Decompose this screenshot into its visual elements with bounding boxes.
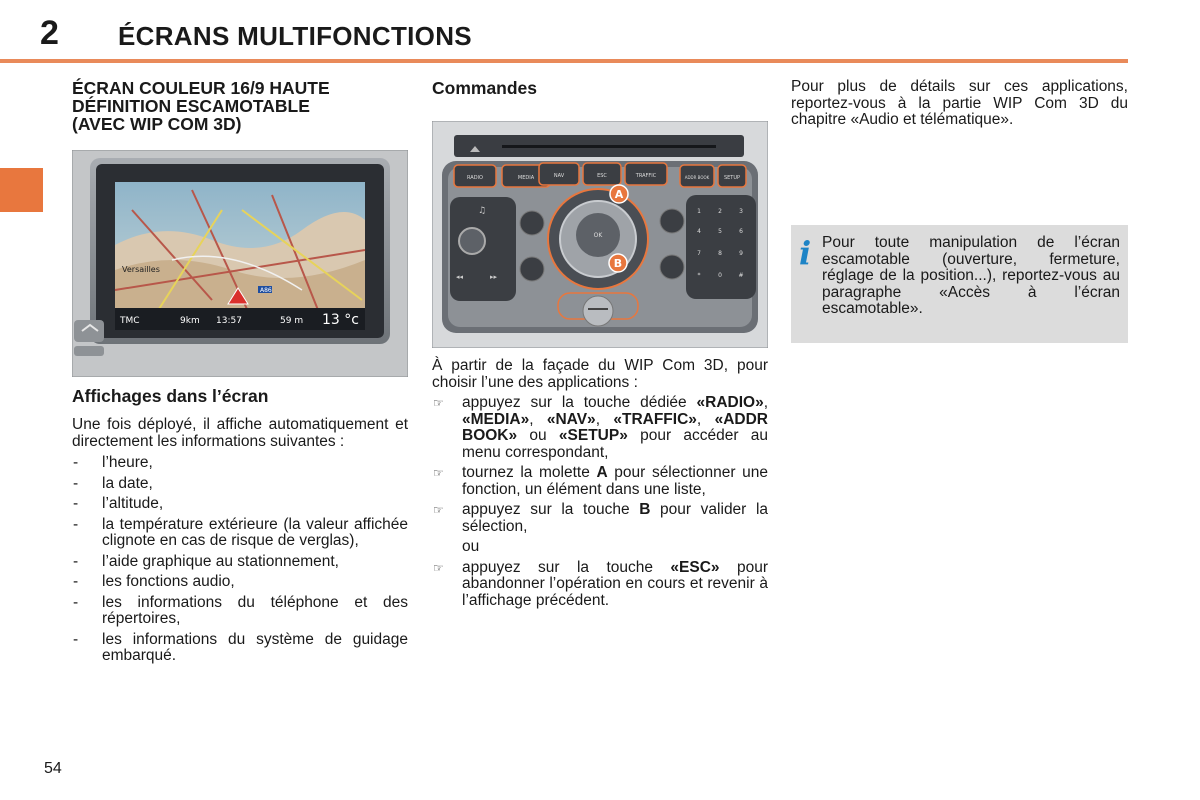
right-text: Pour plus de détails sur ces applications, reportez-vous à la partie WIP Com 3D du chapitre «Audio et télématique». <box>791 78 1128 128</box>
key-hash: # <box>738 272 744 279</box>
svg-text:▸▸: ▸▸ <box>490 273 498 281</box>
left-body <box>72 387 408 669</box>
pointing-hand-icon: ☞ <box>433 560 444 575</box>
info-text: Pour toute manipulation de l’écran escamotable (ouverture, fermeture, réglage de la position...), reportez-vous au paragraphe «Accès à l’écran escamotable». <box>822 234 1120 317</box>
key-2: 2 <box>718 208 722 215</box>
header-divider <box>0 59 1128 63</box>
middle-body <box>432 358 768 613</box>
control-panel-photo <box>432 121 768 348</box>
instruction-list-2 <box>432 560 768 610</box>
pointing-hand-icon: ☞ <box>433 466 444 480</box>
chapter-side-tab <box>0 168 43 212</box>
status-dist1: 9km <box>180 316 200 326</box>
svg-text:♫: ♫ <box>478 206 487 216</box>
status-time: 13:57 <box>216 316 242 326</box>
label-b: B <box>613 257 623 270</box>
info-box <box>791 225 1128 343</box>
status-dist2: 59 m <box>280 316 304 326</box>
esc-label: ESC <box>597 173 607 179</box>
key-8: 8 <box>718 250 722 257</box>
list-item: ☞ appuyez sur la touche «ESC» pour abandonner l’opération en cours et revenir à l’affichage précédent. <box>433 558 768 609</box>
info-icon: i <box>799 234 812 272</box>
page-number: 54 <box>44 760 62 777</box>
list-item: ☞ tournez la molette A pour sélectionner une fonction, un élément dans une liste, <box>433 464 768 498</box>
info-list <box>72 455 408 665</box>
key-3: 3 <box>739 208 743 215</box>
list-item: - les fonctions audio, <box>72 574 408 591</box>
pointing-hand-icon: ☞ <box>433 503 444 517</box>
list-item: ☞ appuyez sur la touche B pour valider la sélection, <box>433 501 769 535</box>
svg-text:◂◂: ◂◂ <box>456 273 464 281</box>
list-item: - les informations du système de guidage embarqué. <box>72 632 408 665</box>
traffic-label: TRAFFIC <box>635 173 657 179</box>
status-temperature: 13 °c <box>322 312 359 328</box>
key-star: * <box>697 272 701 279</box>
list-item: - les informations du téléphone et des répertoires, <box>72 595 408 628</box>
hangup-button <box>660 255 684 279</box>
key-6: 6 <box>739 228 743 235</box>
map-road-label: A86 <box>260 287 272 294</box>
addr-book-label: ADDR BOOK <box>684 175 710 180</box>
key-5: 5 <box>718 228 722 235</box>
nav-label: NAV <box>553 173 565 179</box>
subheading: Affichages dans l’écran <box>72 386 269 406</box>
key-1: 1 <box>697 208 701 215</box>
list-item: ☞ appuyez sur la touche dédiée «RADIO», «MEDIA», «NAV», «TRAFFIC», «ADDR BOOK» ou «SETUP» pour accéder au menu correspondant, <box>433 394 769 461</box>
chapter-number: 2 <box>40 14 59 52</box>
instruction-list <box>432 395 768 535</box>
key-0: 0 <box>718 272 722 279</box>
key-9: 9 <box>739 250 743 257</box>
media-label: MEDIA <box>517 175 535 181</box>
radio-label: RADIO <box>467 175 483 181</box>
commands-heading: Commandes <box>432 78 538 98</box>
list-item: - l’altitude, <box>72 496 408 513</box>
label-a: A <box>614 188 624 201</box>
map-city-label: Versailles <box>122 265 160 274</box>
left-intro: Une fois déployé, il affiche automatiquement et directement les informations suivantes : <box>72 416 408 450</box>
status-tmc: TMC <box>120 316 140 326</box>
key-4: 4 <box>697 228 701 235</box>
title-line-1: ÉCRAN COULEUR 16/9 HAUTE <box>72 78 330 98</box>
or-text: ou <box>462 538 480 555</box>
list-item: - l’heure, <box>72 455 408 472</box>
list-item: - l’aide graphique au stationnement, <box>72 554 408 571</box>
list-item: - la température extérieure (la valeur affichée clignote en cas de risque de verglas), <box>72 517 408 550</box>
list-item: - la date, <box>72 476 408 493</box>
key-7: 7 <box>697 250 701 257</box>
call-button <box>660 209 684 233</box>
ok-label: OK <box>593 232 603 239</box>
title-line-2: DÉFINITION ESCAMOTABLE <box>72 96 310 116</box>
screen-photo <box>72 150 408 377</box>
title-line-3: (AVEC WIP COM 3D) <box>72 114 242 134</box>
middle-intro: À partir de la façade du WIP Com 3D, pour choisir l’une des applications : <box>432 357 768 391</box>
chapter-title: ÉCRANS MULTIFONCTIONS <box>118 21 472 51</box>
volume-knob <box>459 228 485 254</box>
left-section-title <box>72 79 408 133</box>
setup-label: SETUP <box>723 175 741 181</box>
pointing-hand-icon: ☞ <box>433 396 444 410</box>
